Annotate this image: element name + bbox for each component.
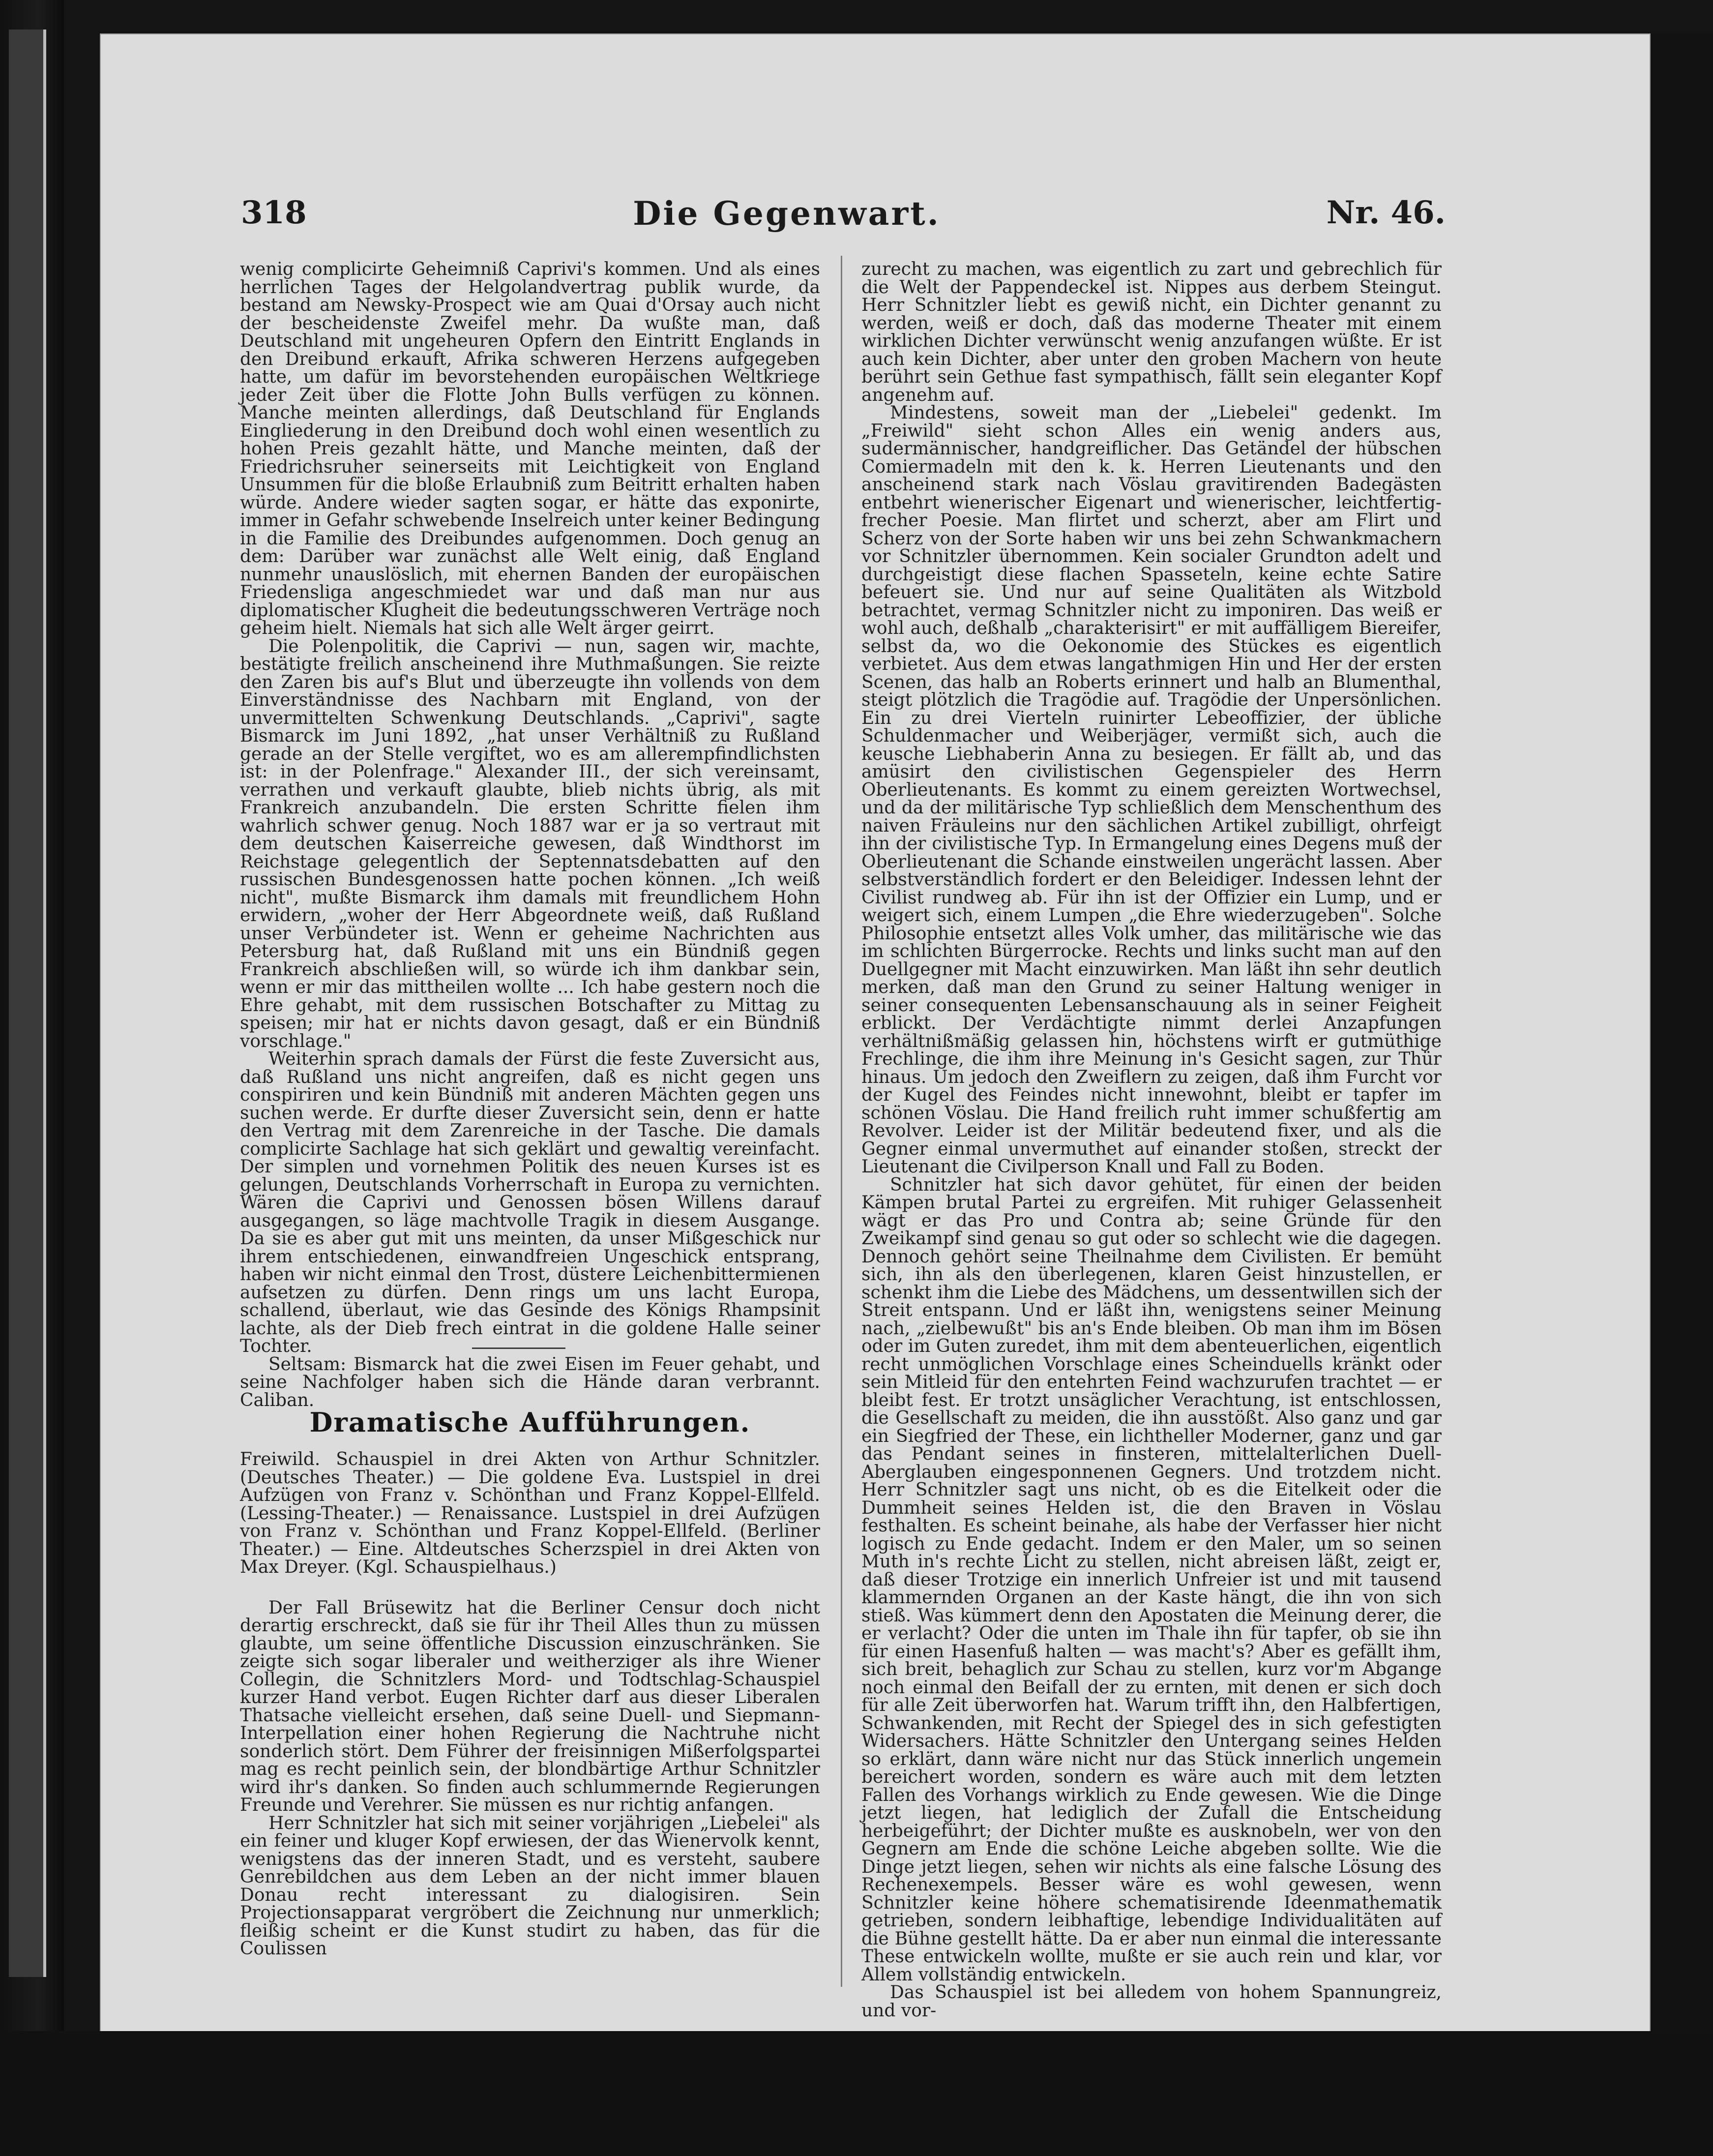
- journal-title: Die Gegenwart.: [633, 194, 941, 233]
- paragraph: Mindestens, soweit man der „Liebelei" gedenkt. Im „Freiwild" sieht schon Alles ein wenig anders aus, sudermännischer, handgreiflicher. Das Getändel der hübschen Comiermadeln mit den k. k. Herren Lieutenants und den anscheinend stark nach Vöslau gravitirenden Badegästen entbehrt wienerischer Eigenart und wienerischer, leichtfertig-frecher Poesie. Man flirtet und scherzt, aber am Flirt und Scherz von der Sorte haben wir uns bei zehn Schwankmachern vor Schnitzler übernommen. Kein socialer Grundton adelt und durchgeistigt diese flachen Spasseteln, keine echte Satire befeuert sie. Und nur auf seine Qualitäten als Witzbold betrachtet, vermag Schnitzler nicht zu imponiren. Das weiß er wohl auch, deßhalb „charakterisirt" er mit auffälligem Biereifer, selbst da, wo die Oekonomie des Stückes es eigentlich verbietet. Aus dem etwas langathmigen Hin und Her der ersten Scenen, das halb an Roberts erinnert und halb an Blumenthal, steigt plötzlich die Tragödie auf. Tragödie der Unpersönlichen. Ein zu drei Vierteln ruinirter Lebeoffizier, der übliche Schuldenmacher und Weiberjäger, vermißt sich, auch die keusche Liebhaberin Anna zu besiegen. Er fällt ab, und das amüsirt den civilistischen Gegenspieler des Herrn Oberlieutenants. Es kommt zu einem gereizten Wortwechsel, und da der militärische Typ schließlich dem Menschenthum des naiven Fräuleins nur den sächlichen Artikel zubilligt, ohrfeigt ihn der civilistische Typ. In Ermangelung eines Degens muß der Oberlieutenant die Schande einstweilen ungerächt lassen. Aber selbstverständlich fordert er den Beleidiger. Indessen lehnt der Civilist rundweg ab. Für ihn ist der Offizier ein Lump, und er weigert sich, einem Lumpen „die Ehre wiederzugeben". Solche Philosophie entsetzt alles Volk umher, das militärische wie das im schlichten Bürgerrocke. Rechts und links sucht man auf den Duellgegner mit Macht einzuwirken. Man läßt ihn sehr deutlich merken, daß man den Grund zu seiner Haltung weniger in seiner consequenten Lebensanschauung als in seiner Feigheit erblickt. Der Verdächtigte nimmt derlei Anzapfungen verhältnißmäßig gelassen hin, höchstens wirft er gutmüthige Frechlinge, die ihm ihre Meinung in's Gesicht sagen, zur Thür hinaus. Um jedoch den Zweiflern zu zeigen, daß ihm Furcht vor der Kugel des Feindes nicht innewohnt, bleibt er tapfer im schönen Vöslau. Die Hand freilich ruht immer schußfertig am Revolver. Leider ist der Militär bedeutend fixer, und als die Gegner einmal unvermuthet auf einander stoßen, streckt der Lieutenant die Civilperson Knall und Fall zu Boden.: [861, 403, 1442, 1177]
- paragraph: Seltsam: Bismarck hat die zwei Eisen im Feuer gehabt, und seine Nachfolger haben sich die Hände daran verbrannt. Caliban.: [240, 1354, 820, 1410]
- right-column: [861, 261, 1442, 2020]
- scan-bottom-edge: [0, 2031, 1713, 2156]
- paragraph: Herr Schnitzler hat sich mit seiner vorjährigen „Liebelei" als ein feiner und kluger Kopf erwiesen, der das Wienervolk kennt, wenigstens das der inneren Stadt, und es versteht, saubere Genrebildchen aus dem Leben an der nicht immer blauen Donau recht interessant zu dialogisiren. Sein Projectionsapparat vergröbert die Zeichnung nur unmerklich; fleißig scheint er die Kunst studirt zu haben, das für die Coulissen: [240, 1813, 820, 1959]
- paragraph: zurecht zu machen, was eigentlich zu zart und gebrechlich für die Welt der Pappendeckel ist. Nippes aus derbem Steingut. Herr Schnitzler liebt es gewiß nicht, ein Dichter genannt zu werden, weiß er doch, daß das moderne Theater mit einem wirklichen Dichter verwünscht wenig anzufangen wüßte. Er ist auch kein Dichter, aber unter den groben Machern von heute berührt sein Gethue fast sympathisch, fällt sein eleganter Kopf angenehm auf.: [861, 259, 1442, 405]
- paragraph: Schnitzler hat sich davor gehütet, für einen der beiden Kämpen brutal Partei zu ergreifen. Mit ruhiger Gelassenheit wägt er das Pro und Contra ab; seine Gründe für den Zweikampf sind genau so gut oder so schlecht wie die dagegen. Dennoch gehört seine Theilnahme dem Civilisten. Er bemüht sich, ihn als den überlegenen, klaren Geist hinzustellen, er schenkt ihm die Liebe des Mädchens, um dessentwillen sich der Streit entspann. Und er läßt ihn, wenigstens seiner Meinung nach, „zielbewußt" bis an's Ende bleiben. Ob man ihm im Bösen oder im Guten zuredet, ihm mit dem abenteuerlichen, eigentlich recht unmöglichen Vorschlage eines Scheinduells kränkt oder sein Mitleid für den entehrten Feind wachzurufen trachtet — er bleibt fest. Er trotzt unsäglicher Verachtung, ist entschlossen, die Gesellschaft zu meiden, die ihn ausstößt. Also ganz und gar ein Siegfried der These, ein lichtheller Moderner, ganz und gar das Pendant seines in finsteren, mittelalterlichen Duell-Aberglauben eingesponnenen Gegners. Und trotzdem nicht. Herr Schnitzler sagt uns nicht, ob es die Eitelkeit oder die Dummheit seines Helden ist, die den Braven in Vöslau festhalten. Es scheint beinahe, als habe der Verfasser hier nicht logisch zu Ende gedacht. Indem er den Maler, um so seinen Muth in's rechte Licht zu stellen, nicht abreisen läßt, zeigt er, daß dieser Trotzige ein innerlich Unfreier ist und mit tausend klammernden Organen an der Kaste hängt, die ihn von sich stieß. Was kümmert denn den Apostaten die Meinung derer, die er verlacht? Oder die unten im Thale ihn für tapfer, ob sie ihn für einen Hasenfuß halten — was macht's? Aber es gefällt ihm, sich breit, behaglich zur Schau zu stellen, kurz vor'm Abgange noch einmal den Beifall der zu ernten, mit denen er sich doch für alle Zeit überworfen hat. Warum trifft ihn, den Halbfertigen, Schwankenden, mit Recht der Spiegel des in sich gefestigten Widersachers. Hätte Schnitzler den Untergang seines Helden so erklärt, dann wäre nicht nur das Stück innerlich ungemein bereichert worden, sondern es wäre auch mit dem letzten Fallen des Vorhangs wirklich zu Ende gewesen. Wie die Dinge jetzt liegen, hat lediglich der Zufall die Entscheidung herbeigeführt; der Dichter mußte es ausknobeln, wer von den Gegnern am Ende die schöne Leiche abgeben sollte. Wie die Dinge jetzt liegen, sehen wir nichts als eine falsche Lösung des Rechenexempels. Besser wäre es wohl gewesen, wenn Schnitzler keine höhere schematisirende Ideenmathematik getrieben, sondern leibhaftige, lebendige Individualitäten auf die Bühne gestellt hätte. Da er aber nun einmal die interessante These entwickeln wollte, mußte er sie auch rein und klar, vor Allem vollständig entwickeln.: [861, 1174, 1442, 1985]
- page-number: 318: [241, 194, 307, 231]
- left-column: [240, 261, 820, 1409]
- paragraph: Das Schauspiel ist bei alledem von hohem Spannungreiz, und vor-: [861, 1982, 1442, 2021]
- section-title: Dramatische Aufführungen.: [309, 1407, 751, 1438]
- review-subhead: Freiwild. Schauspiel in drei Akten von Arthur Schnitzler. (Deutsches Theater.) — Die goldene Eva. Lustspiel in drei Aufzügen von Franz v. Schönthan und Franz Koppel-Ellfeld. (Lessing-Theater.) — Renaissance. Lustspiel in drei Aufzügen von Franz v. Schönthan und Franz Koppel-Ellfeld. (Berliner Theater.) — Eine. Altdeutsches Scherzspiel in drei Akten von Max Dreyer. (Kgl. Schauspielhaus.): [240, 1449, 820, 1577]
- paragraph: Der Fall Brüsewitz hat die Berliner Censur doch nicht derartig erschreckt, daß sie für ihr Theil Alles thun zu müssen glaubte, um seine öffentliche Discussion einzuschränken. Sie zeigte sich sogar liberaler und weitherziger als ihre Wiener Collegin, die Schnitzlers Mord- und Todtschlag-Schauspiel kurzer Hand verbot. Eugen Richter darf aus dieser Liberalen Thatsache vielleicht ersehen, daß seine Duell- und Siepmann-Interpellation einer hohen Regierung die Nachtruhe nicht sonderlich stört. Dem Führer der freisinnigen Mißerfolgspartei mag es recht peinlich sein, der blondbärtige Arthur Schnitzler wird ihr's danken. So finden auch schlummernde Regierungen Freunde und Verehrer. Sie müssen es nur richtig anfangen.: [240, 1597, 820, 1815]
- scan-right-shadow: [1650, 34, 1713, 2156]
- issue-number: Nr. 46.: [1326, 194, 1446, 231]
- left-column-review: [240, 1451, 820, 1958]
- section-divider: [472, 1348, 565, 1349]
- page-header: [138, 194, 1446, 243]
- paragraph: wenig complicirte Geheimniß Caprivi's kommen. Und als eines herrlichen Tages der Helgolandvertrag publik wurde, da bestand am Newsky-Prospect wie am Quai d'Orsay auch nicht der bescheidenste Zweifel mehr. Da wußte man, daß Deutschland mit ungeheuren Opfern den Eintritt Englands in den Dreibund erkauft, Afrika schweren Herzens aufgegeben hatte, um dafür im bevorstehenden europäischen Weltkriege jeder Zeit über die Flotte John Bulls verfügen zu können. Manche meinten allerdings, daß Deutschland für Englands Eingliederung in den Dreibund doch wohl einen wesentlich zu hohen Preis gezahlt hätte, und Manche meinten, daß der Friedrichsruher seinerseits mit Leichtigkeit von England Unsummen für die bloße Erlaubniß zum Beitritt erhalten haben würde. Andere wieder sagten sogar, er hätte das exponirte, immer in Gefahr schwebende Inselreich unter keiner Bedingung in die Familie des Dreibundes aufgenommen. Doch genug an dem: Darüber war zunächst alle Welt einig, daß England nunmehr unauslöslich, mit ehernen Banden der europäischen Friedensliga angeschmiedet war und daß man nur aus diplomatischer Klugheit die bedeutungsschweren Verträge noch geheim hielt. Niemals hat sich alle Welt ärger geirrt.: [240, 259, 820, 638]
- paragraph: Weiterhin sprach damals der Fürst die feste Zuversicht aus, daß Rußland uns nicht angreifen, daß es nicht gegen uns conspiriren und kein Bündniß mit anderen Mächten gegen uns suchen werde. Er durfte dieser Zuversicht sein, denn er hatte den Vertrag mit dem Zarenreiche in der Tasche. Die damals complicirte Sachlage hat sich geklärt und gewaltig vereinfacht. Der simplen und vornehmen Politik des neuen Kurses ist es gelungen, Deutschlands Vorherrschaft in Europa zu vernichten. Wären die Caprivi und Genossen bösen Willens darauf ausgegangen, so läge machtvolle Tragik in diesem Ausgange. Da sie es aber gut mit uns meinten, da unser Mißgeschick nur ihrem entschiedenen, einwandfreien Ungeschick entsprang, haben wir nicht einmal den Trost, düstere Leichenbittermienen aufsetzen zu dürfen. Denn rings um uns lacht Europa, schallend, überlaut, wie das Gesinde des Königs Rhampsinit lachte, als der Dieb frech eintrat in die goldene Halle seiner Tochter.: [240, 1049, 820, 1356]
- paragraph: Die Polenpolitik, die Caprivi — nun, sagen wir, machte, bestätigte freilich anscheinend ihre Muthmaßungen. Sie reizte den Zaren bis auf's Blut und überzeugte ihn vollends von dem Einverständnisse des Nachbarn mit England, von der unvermittelten Schwenkung Deutschlands. „Caprivi", sagte Bismarck im Juni 1892, „hat unser Verhältniß zu Rußland gerade an der Stelle vergiftet, wo es am allerempfindlichsten ist: in der Polenfrage." Alexander III., der sich vereinsamt, verrathen und verkauft glaubte, blieb nichts übrig, als mit Frankreich anzubandeln. Die ersten Schritte fielen ihm wahrlich schwer genug. Noch 1887 war er ja so vertraut mit dem deutschen Kaiserreiche gewesen, daß Windthorst im Reichstage gelegentlich der Septennatsdebatten auf den russischen Bundesgenossen hatte pochen können. „Ich weiß nicht", mußte Bismarck ihm damals mit freundlichem Hohn erwidern, „woher der Herr Abgeordnete weiß, daß Rußland unser Verbündeter ist. Wenn er geheime Nachrichten aus Petersburg hat, daß Rußland mit uns ein Bündniß gegen Frankreich abschließen will, so würde ich ihm dankbar sein, wenn er mir das mittheilen wollte ... Ich habe gestern noch die Ehre gehabt, mit dem russischen Botschafter zu Mittag zu speisen; mir hat er nichts davon gesagt, daß er ein Bündniß vorschlage.": [240, 636, 820, 1051]
- adjacent-page-edge: [9, 30, 46, 1977]
- column-divider: [841, 256, 842, 1987]
